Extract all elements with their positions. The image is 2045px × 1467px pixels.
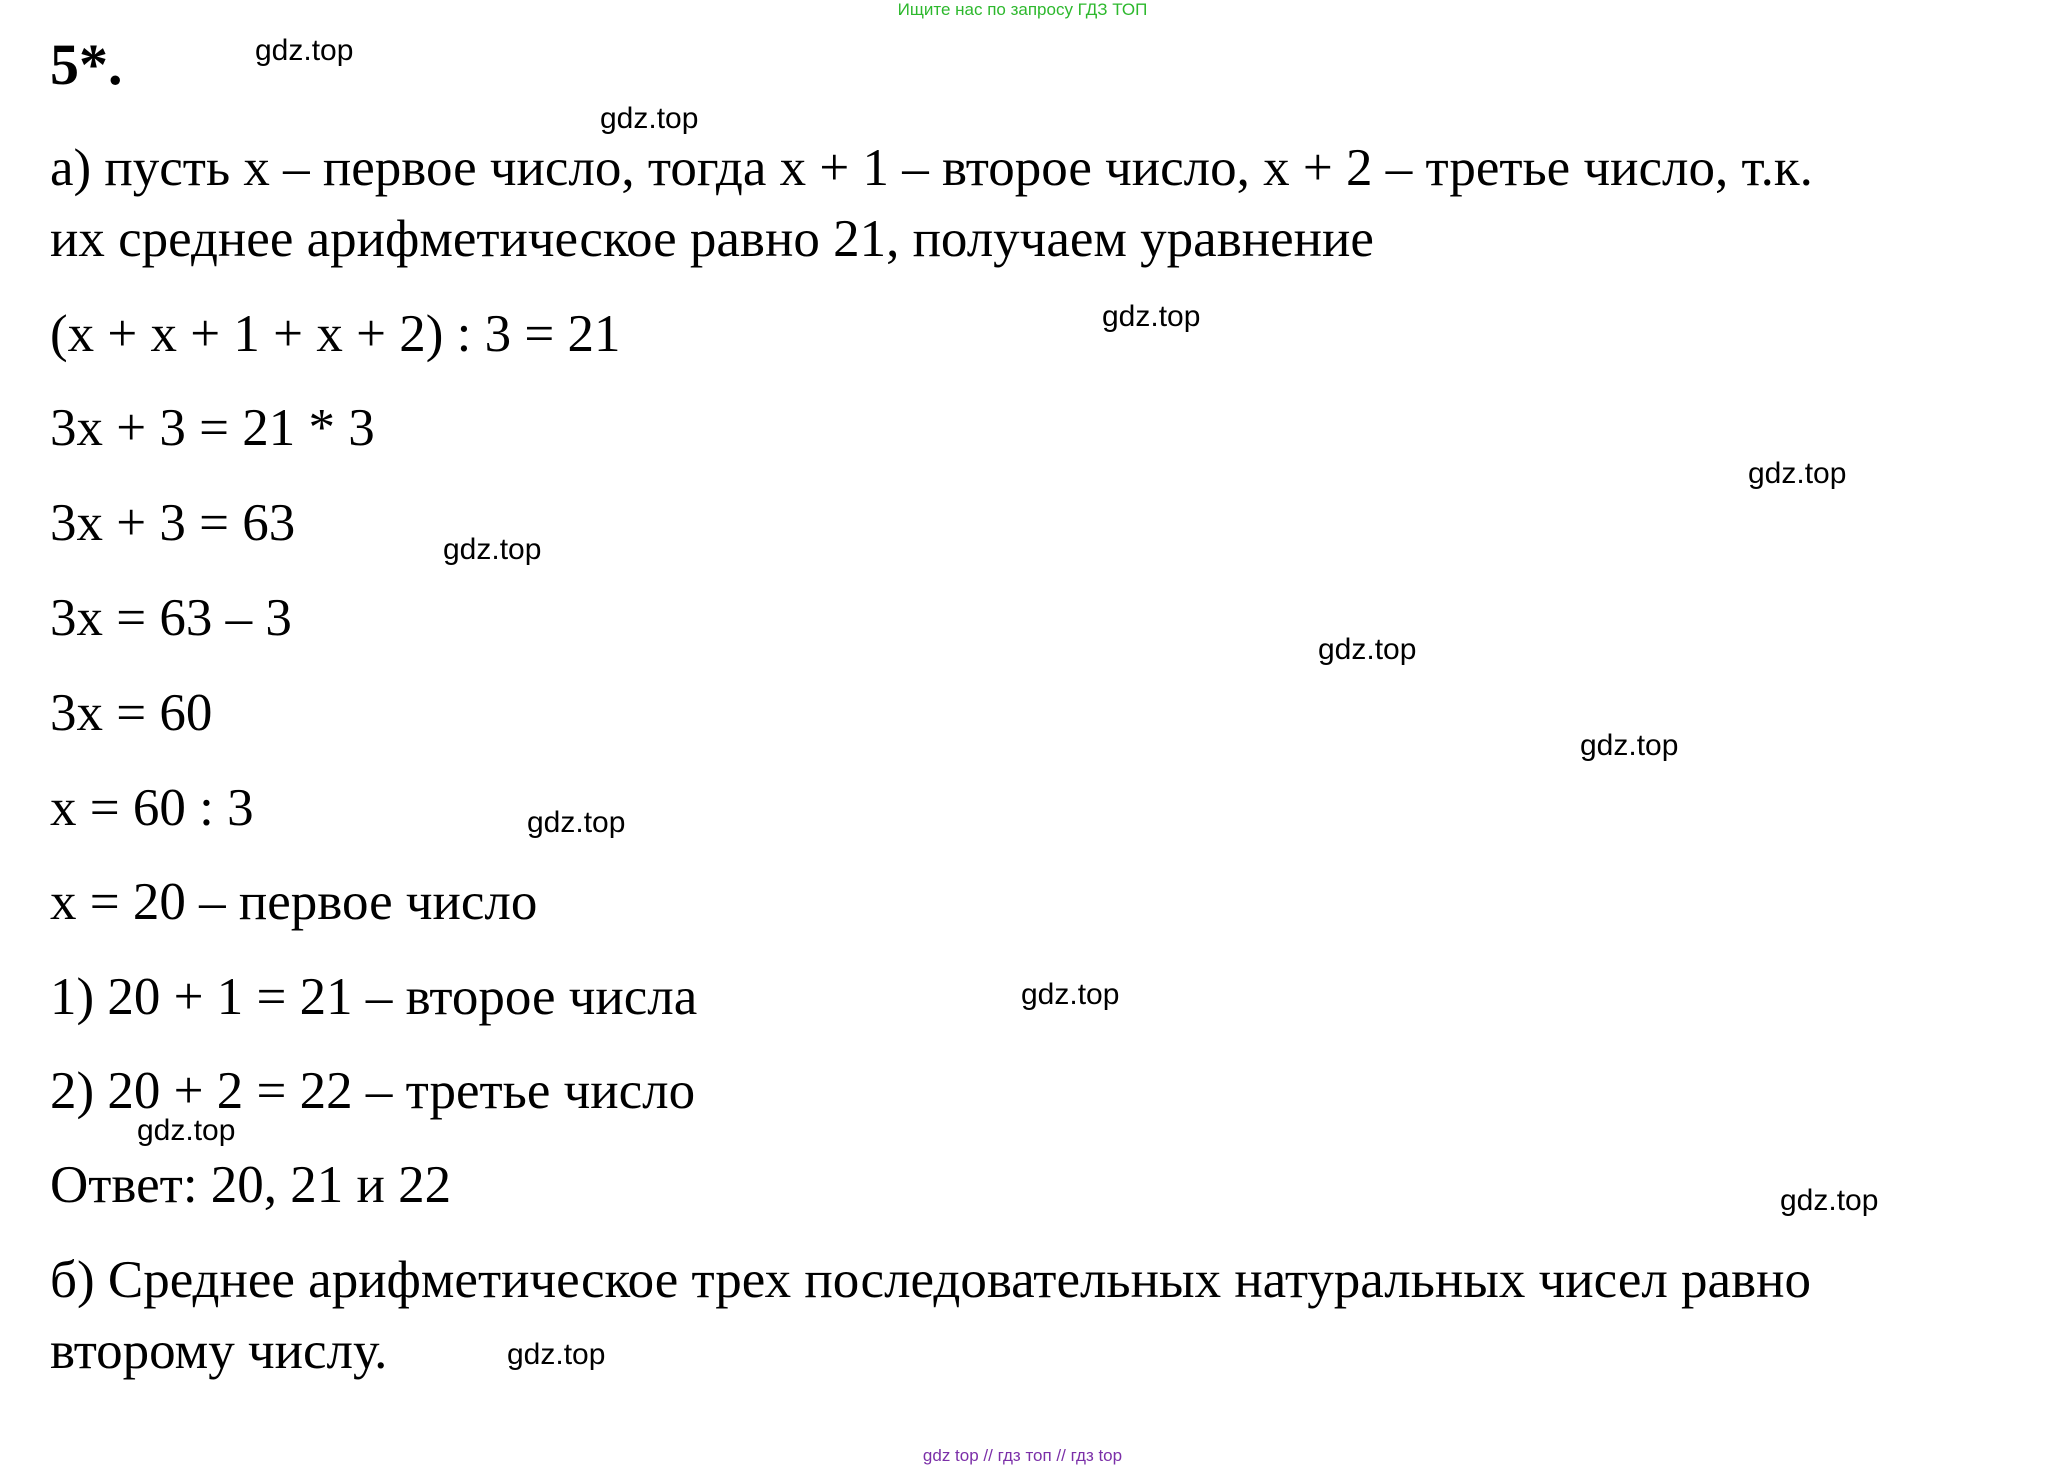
equation-line: 3х = 60 [50, 684, 213, 742]
watermark: gdz.top [1748, 457, 1847, 490]
watermark: gdz.top [1021, 978, 1120, 1011]
watermark: gdz.top [600, 102, 699, 135]
equation-line: 3х + 3 = 21 * 3 [50, 399, 375, 457]
task-number: 5*. [50, 32, 123, 97]
top-banner: Ищите нас по запросу ГДЗ ТОП [897, 0, 1148, 19]
equation-line: 3х + 3 = 63 [50, 494, 296, 552]
step-line: 1) 20 + 1 = 21 – второе числа [50, 968, 698, 1026]
watermark: gdz.top [1102, 300, 1201, 333]
equation-line: х = 20 – первое число [50, 873, 538, 931]
footer-links: gdz top // гдз топ // гдз top [922, 1446, 1123, 1465]
watermark: gdz.top [1580, 729, 1679, 762]
equation-line: (х + х + 1 + х + 2) : 3 = 21 [50, 305, 621, 363]
watermark: gdz.top [1780, 1184, 1879, 1217]
watermark: gdz.top [137, 1114, 236, 1147]
watermark: gdz.top [507, 1338, 606, 1371]
solution-line: б) Среднее арифметическое трех последовательных натуральных чисел равно [50, 1251, 1811, 1309]
equation-line: х = 60 : 3 [50, 779, 254, 837]
watermark: gdz.top [255, 34, 354, 67]
solution-line: их среднее арифметическое равно 21, получаем уравнение [50, 210, 1374, 268]
watermark: gdz.top [443, 533, 542, 566]
solution-line: второму числу. [50, 1322, 388, 1380]
watermark: gdz.top [527, 806, 626, 839]
answer-line: Ответ: 20, 21 и 22 [50, 1156, 452, 1214]
solution-line: а) пусть х – первое число, тогда х + 1 – второе число, х + 2 – третье число, т.к. [50, 139, 1813, 197]
equation-line: 3х = 63 – 3 [50, 589, 292, 647]
step-line: 2) 20 + 2 = 22 – третье число [50, 1062, 696, 1120]
watermark: gdz.top [1318, 633, 1417, 666]
